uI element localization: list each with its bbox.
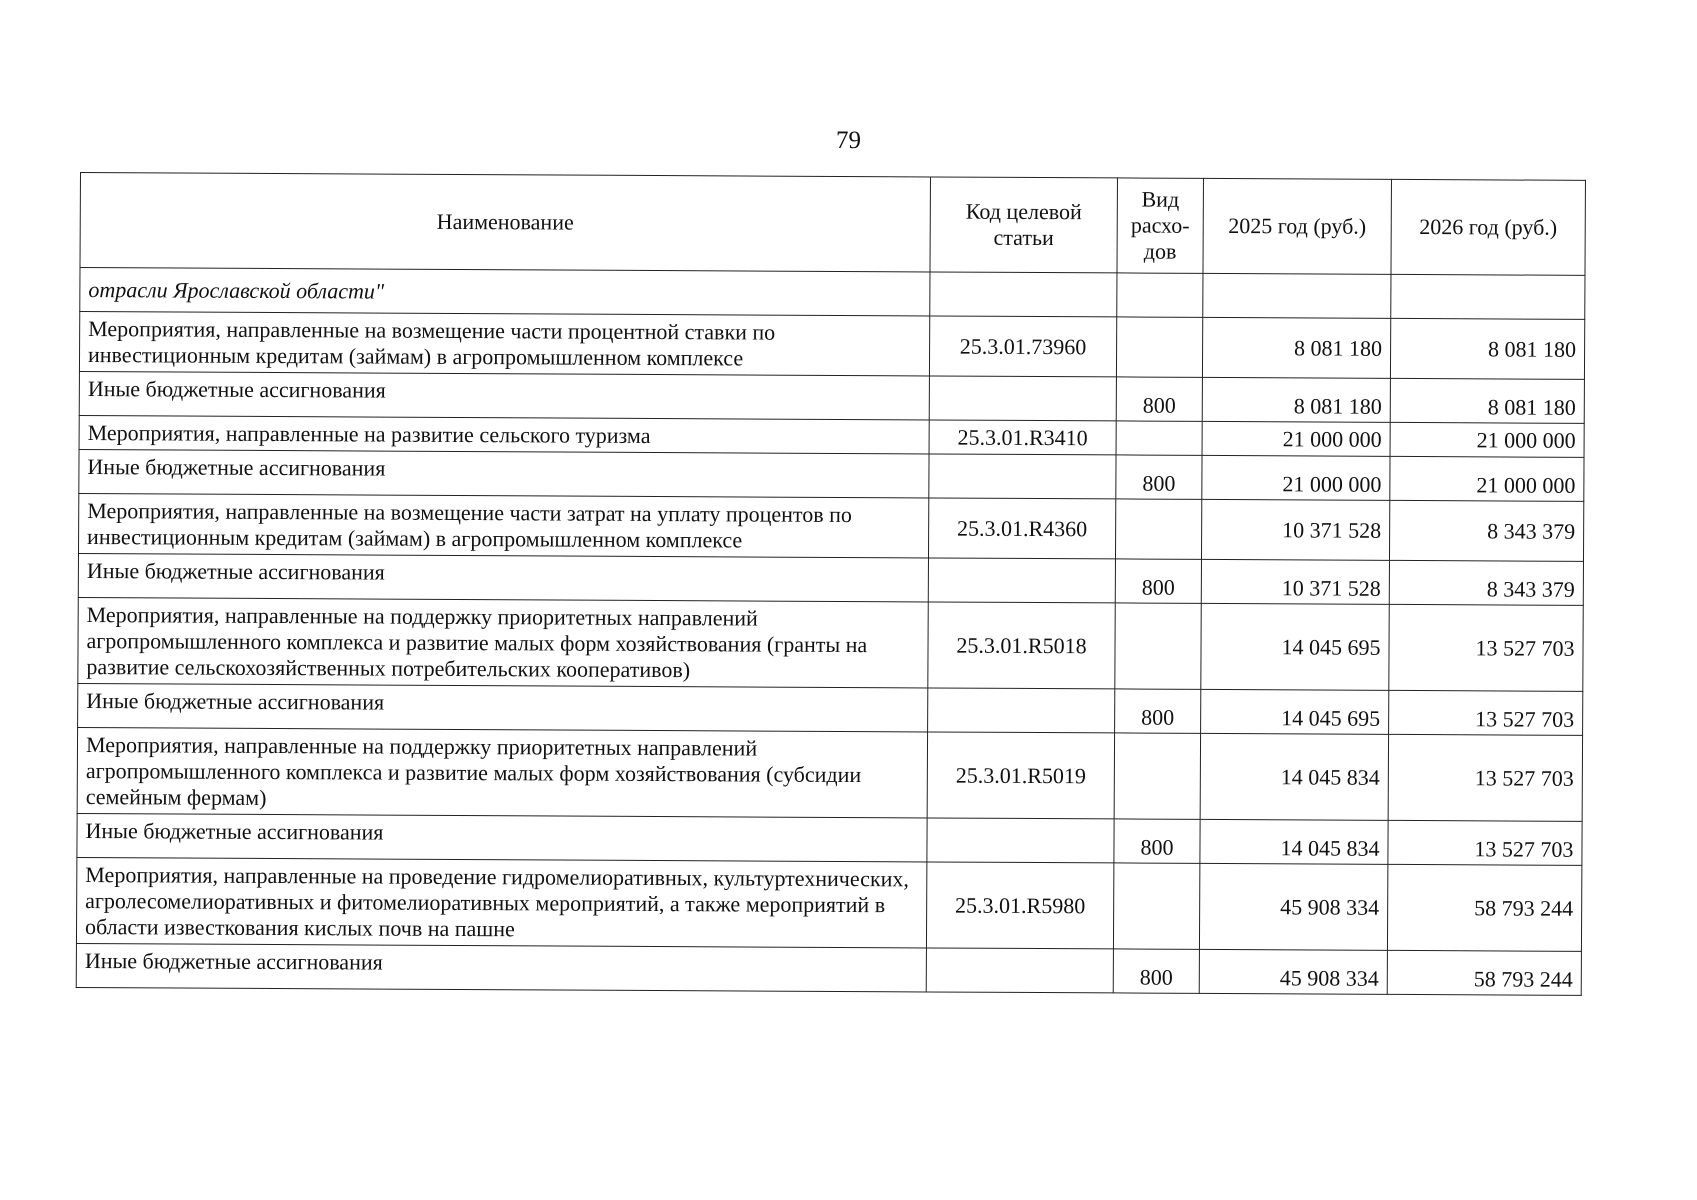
cell-code bbox=[929, 376, 1116, 421]
cell-code bbox=[928, 688, 1115, 733]
table-row bbox=[78, 597, 1583, 691]
cell-type: 800 bbox=[1114, 819, 1200, 863]
cell-2026: 13 527 703 bbox=[1389, 690, 1583, 735]
cell-2025: 14 045 834 bbox=[1200, 819, 1388, 864]
cell-2026 bbox=[1391, 274, 1585, 319]
cell-2026: 21 000 000 bbox=[1390, 456, 1584, 501]
cell-type bbox=[1117, 273, 1203, 317]
cell-2026: 13 527 703 bbox=[1388, 820, 1582, 865]
cell-code: 25.3.01.R4360 bbox=[928, 498, 1115, 559]
table-row bbox=[79, 371, 1584, 423]
cell-name: Иные бюджетные ассигнования bbox=[76, 943, 926, 991]
cell-type bbox=[1116, 421, 1202, 455]
table-row bbox=[79, 493, 1584, 561]
cell-2025: 14 045 695 bbox=[1201, 603, 1389, 690]
page-number: 79 bbox=[836, 127, 861, 154]
cell-name: Иные бюджетные ассигнования bbox=[79, 371, 929, 419]
cell-code bbox=[927, 818, 1114, 863]
cell-type bbox=[1114, 733, 1200, 819]
cell-2025: 21 000 000 bbox=[1202, 455, 1390, 500]
table-row bbox=[78, 683, 1583, 735]
cell-name: Мероприятия, направленные на поддержку приоритетных направлений агропромышленного комплекса и развитие малых форм хозяйствования (гранты на развитие сельскохозяйственных потребительских кооперативов) bbox=[78, 597, 928, 687]
header-type: Вид расхо-дов bbox=[1117, 178, 1203, 273]
header-name: Наименование bbox=[80, 173, 930, 272]
cell-code: 25.3.01.R5018 bbox=[928, 602, 1115, 689]
cell-name: Мероприятия, направленные на возмещение части процентной ставки по инвестиционным кредитам (займам) в агропромышленном комплексе bbox=[79, 312, 929, 376]
cell-name: Иные бюджетные ассигнования bbox=[78, 553, 928, 601]
header-2025: 2025 год (руб.) bbox=[1203, 178, 1391, 274]
header-code: Код целевой статьи bbox=[930, 177, 1117, 273]
cell-name: Иные бюджетные ассигнования bbox=[79, 449, 929, 497]
cell-2026: 13 527 703 bbox=[1388, 734, 1582, 821]
table-row bbox=[77, 727, 1582, 821]
cell-2026: 58 793 244 bbox=[1387, 950, 1581, 995]
cell-2025: 10 371 528 bbox=[1201, 499, 1389, 560]
cell-name: Иные бюджетные ассигнования bbox=[77, 813, 927, 861]
cell-type bbox=[1113, 863, 1199, 949]
cell-2026: 8 343 379 bbox=[1389, 500, 1583, 561]
cell-2026: 58 793 244 bbox=[1387, 864, 1581, 951]
table-row bbox=[76, 857, 1581, 951]
cell-2026: 21 000 000 bbox=[1390, 422, 1584, 457]
cell-code: 25.3.01.73960 bbox=[929, 316, 1116, 377]
cell-name: Иные бюджетные ассигнования bbox=[78, 683, 928, 731]
cell-name: Мероприятия, направленные на проведение гидромелиоративных, культуртехнических, агролесомелиоративных и фитомелиоративных мероприятий, а также мероприятий в области известкования кислых почв на пашне bbox=[76, 857, 926, 947]
cell-name: Мероприятия, направленные на возмещение части затрат на уплату процентов по инвестиционным кредитам (займам) в агропромышленном комплексе bbox=[79, 493, 929, 557]
cell-code bbox=[929, 454, 1116, 499]
cell-2025: 21 000 000 bbox=[1202, 421, 1390, 456]
table-row bbox=[79, 312, 1584, 380]
budget-table bbox=[76, 172, 1586, 996]
cell-type: 800 bbox=[1116, 455, 1202, 499]
cell-2025: 14 045 695 bbox=[1201, 689, 1389, 734]
cell-2025: 45 908 334 bbox=[1199, 863, 1387, 950]
cell-code bbox=[930, 272, 1117, 317]
table-row bbox=[76, 943, 1581, 995]
header-2026: 2026 год (руб.) bbox=[1391, 179, 1585, 275]
cell-2026: 8 081 180 bbox=[1390, 318, 1584, 379]
table-header bbox=[80, 173, 1585, 276]
cell-code bbox=[926, 948, 1113, 993]
cell-2026: 13 527 703 bbox=[1389, 604, 1583, 691]
cell-code: 25.3.01.R3410 bbox=[929, 420, 1116, 455]
table-body bbox=[76, 268, 1585, 996]
cell-type: 800 bbox=[1115, 559, 1201, 603]
cell-2025: 45 908 334 bbox=[1199, 949, 1387, 994]
cell-type: 800 bbox=[1115, 689, 1201, 733]
table-row bbox=[79, 449, 1584, 501]
cell-type bbox=[1116, 317, 1202, 377]
cell-code bbox=[928, 558, 1115, 603]
table-row bbox=[78, 553, 1583, 605]
header-row bbox=[80, 173, 1585, 276]
cell-2025: 8 081 180 bbox=[1202, 317, 1390, 378]
table-row bbox=[77, 813, 1582, 865]
cell-type bbox=[1115, 499, 1201, 559]
cell-code: 25.3.01.R5980 bbox=[926, 862, 1113, 949]
cell-2025: 8 081 180 bbox=[1202, 377, 1390, 422]
cell-2026: 8 081 180 bbox=[1390, 378, 1584, 423]
cell-name: Мероприятия, направленные на развитие сельского туризма bbox=[79, 415, 929, 453]
cell-2025: 10 371 528 bbox=[1201, 559, 1389, 604]
cell-2025: 14 045 834 bbox=[1200, 733, 1388, 820]
cell-code: 25.3.01.R5019 bbox=[927, 732, 1114, 819]
cell-2025 bbox=[1203, 273, 1391, 318]
cell-name: Мероприятия, направленные на поддержку приоритетных направлений агропромышленного комплекса и развитие малых форм хозяйствования (субсидии семейным фермам) bbox=[77, 727, 927, 817]
cell-type: 800 bbox=[1113, 949, 1199, 993]
cell-name: отрасли Ярославской области" bbox=[80, 268, 930, 316]
cell-2026: 8 343 379 bbox=[1389, 560, 1583, 605]
cell-type: 800 bbox=[1116, 377, 1202, 421]
cell-type bbox=[1115, 603, 1201, 689]
continuation-row bbox=[80, 268, 1585, 320]
